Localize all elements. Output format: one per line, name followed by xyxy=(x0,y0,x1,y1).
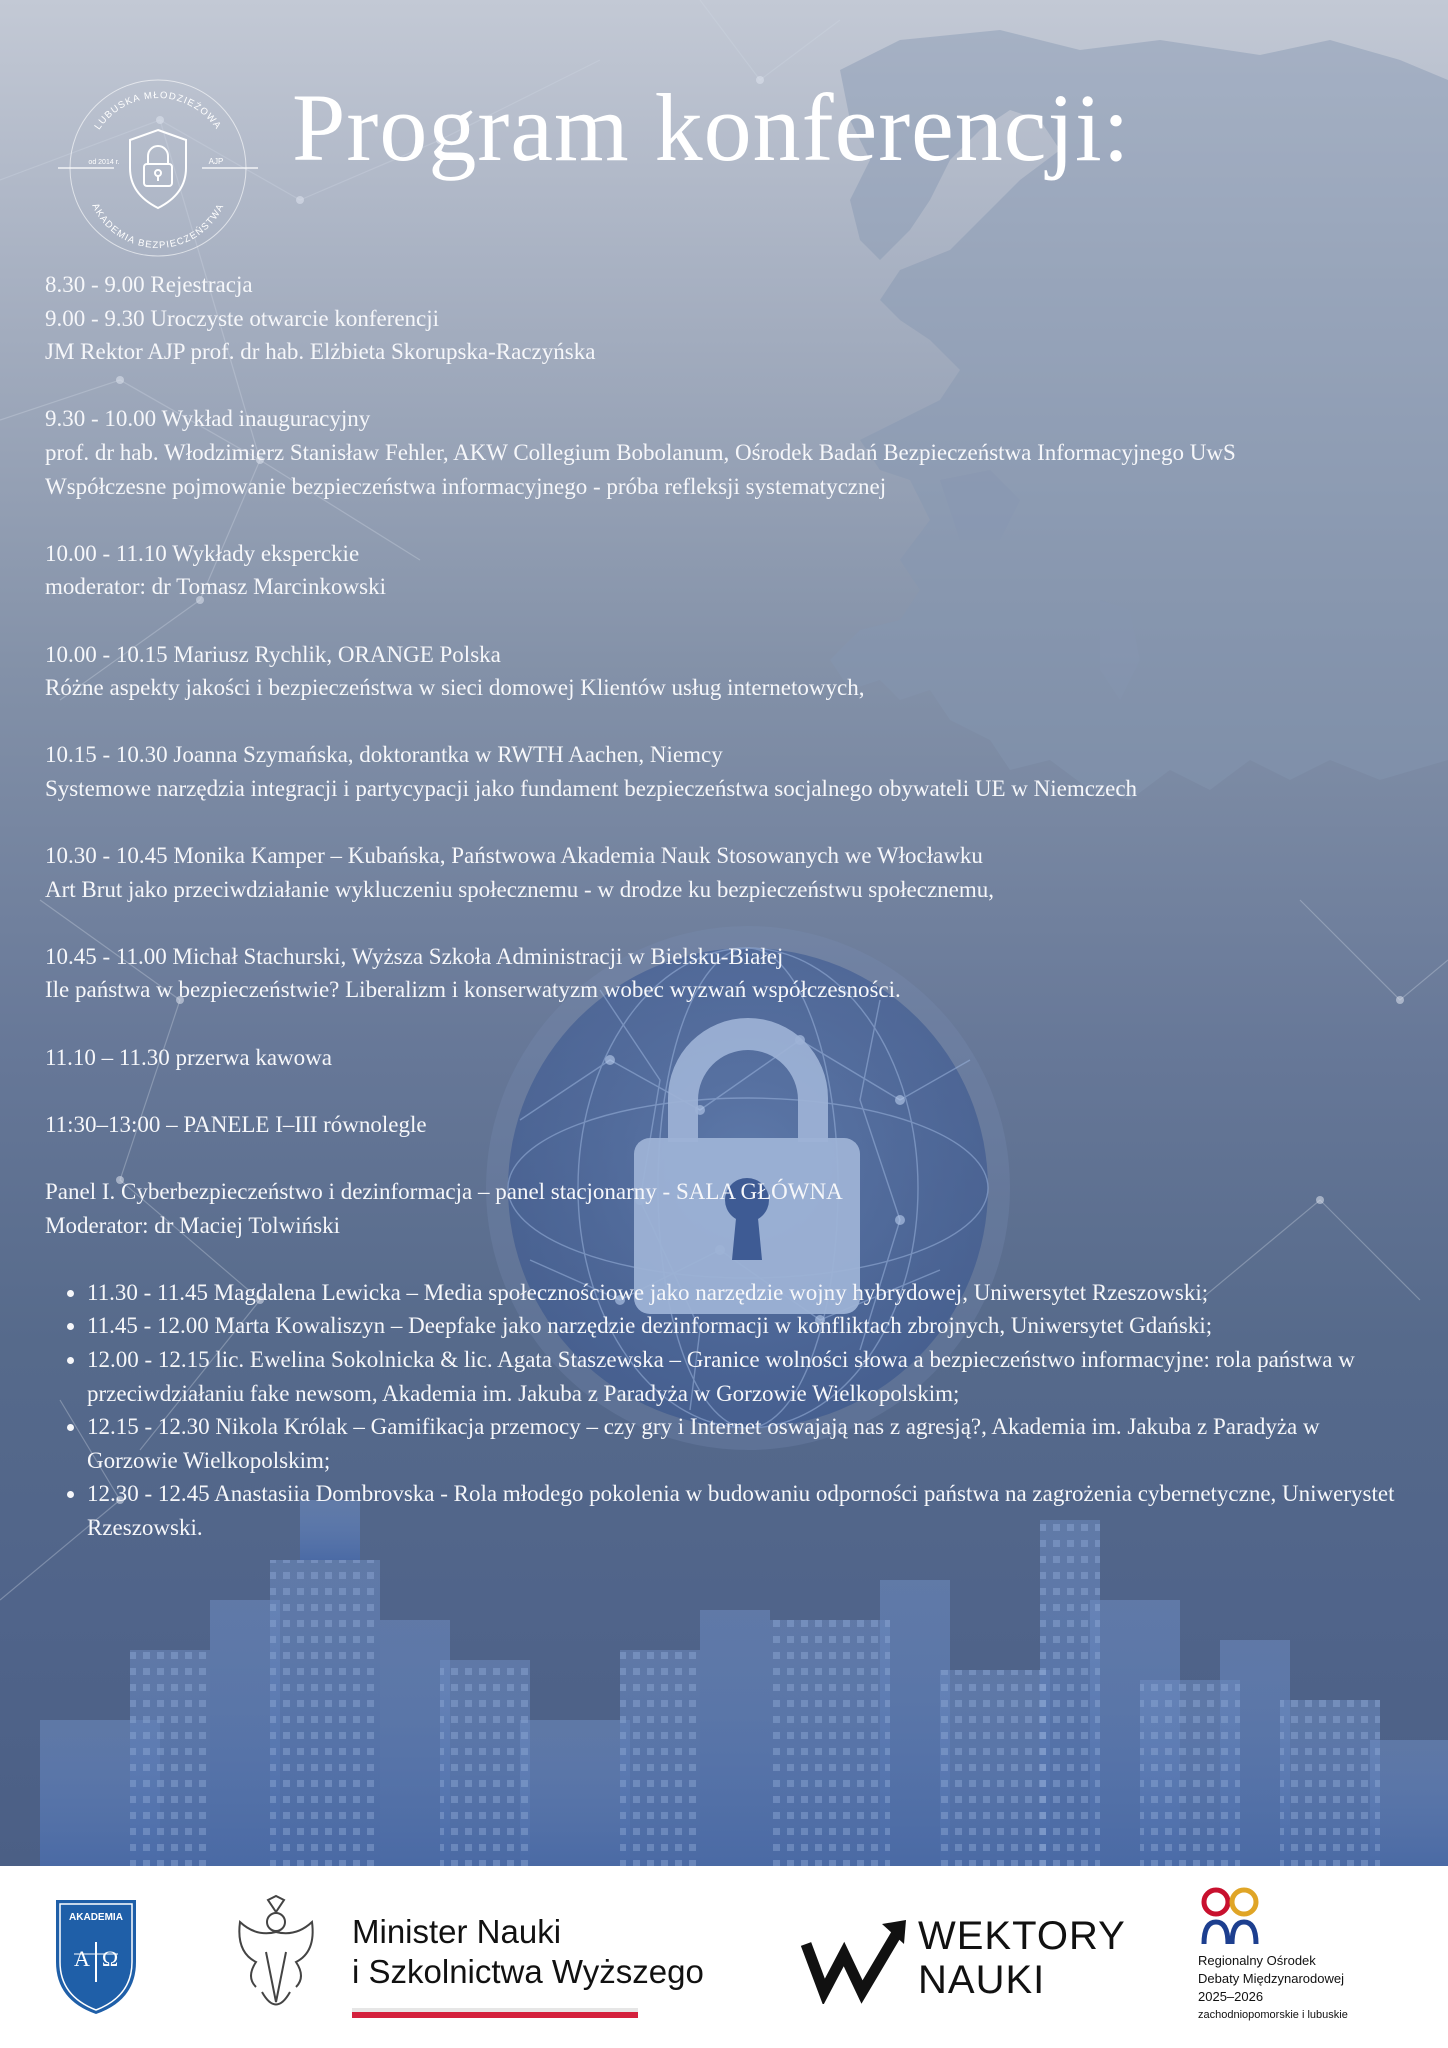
minister-nauki-logo xyxy=(226,1882,746,2032)
schedule-line: Ile państwa w bezpieczeństwie? Liberalizm i konserwatyzm wobec wyzwań współczesności. xyxy=(45,977,901,1003)
academy-seal-logo xyxy=(58,68,258,268)
panel-item: • 12.15 - 12.30 Nikola Królak – Gamifikacja przemocy – czy gry i Internet oswajają nas z agresją?, Akademia im. Jakuba z Paradyża w Gorzowie Wielkopolskim; xyxy=(87,1410,1415,1477)
city-skyline xyxy=(40,1500,1448,1866)
schedule-block xyxy=(45,638,1415,705)
schedule-line: prof. dr hab. Włodzimierz Stanisław Fehler, AKW Collegium Bobolanum, Ośrodek Badań Bezpieczeństwa Informacyjnego UwS xyxy=(45,439,1236,465)
wektory-line-1: WEKTORY xyxy=(918,1914,1126,1958)
wektory-nauki-logo xyxy=(800,1914,1126,2004)
schedule-line: 10.45 - 11.00 Michał Stachurski, Wyższa Szkoła Administracji w Bielsku-Białej xyxy=(45,943,784,969)
rodm-mark xyxy=(1194,1886,1274,1952)
footer-logos xyxy=(0,1866,1448,2048)
schedule-line: 9.30 - 10.00 Wykład inauguracyjny xyxy=(45,406,371,432)
schedule-line: moderator: dr Tomasz Marcinkowski xyxy=(45,574,386,600)
panel-item: • 11.45 - 12.00 Marta Kowaliszyn – Deepfake jako narzędzie dezinformacji w konfliktach zbrojnych, Uniwersytet Gdański; xyxy=(87,1309,1415,1343)
wektory-line-2: NAUKI xyxy=(918,1958,1046,2002)
minister-line-1: Minister Nauki xyxy=(352,1913,562,1950)
schedule-block xyxy=(45,738,1415,805)
program-text xyxy=(45,268,1415,1545)
schedule-block xyxy=(45,402,1415,503)
schedule-line: Różne aspekty jakości i bezpieczeństwa w sieci domowej Klientów usług internetowych, xyxy=(45,675,865,701)
schedule-line: 11.10 – 11.30 przerwa kawowa xyxy=(45,1044,332,1070)
svg-text:Ω: Ω xyxy=(101,1946,119,1971)
panel-presentations-list xyxy=(45,1276,1415,1545)
panel-item: • 12.30 - 12.45 Anastasiia Dombrovska - Rola młodego pokolenia w budowaniu odporności państwa na zagrożenia cybernetyczne, Uniwerystet Rzeszowski. xyxy=(87,1477,1415,1544)
page-title: Program konferencji: xyxy=(292,74,1131,181)
schedule-line: Współczesne pojmowanie bezpieczeństwa informacyjnego - próba refleksji systematycznej xyxy=(45,473,887,499)
schedule-line: 11:30–13:00 – PANELE I–III równolegle xyxy=(45,1111,427,1137)
schedule-line: Art Brut jako przeciwdziałanie wykluczeniu społecznemu - w drodze ku bezpieczeństwu społecznemu, xyxy=(45,876,995,902)
schedule-line: 9.00 - 9.30 Uroczyste otwarcie konferencji xyxy=(45,305,440,331)
svg-text:AJP: AJP xyxy=(208,157,224,166)
schedule-line: 10.00 - 10.15 Mariusz Rychlik, ORANGE Polska xyxy=(45,641,501,667)
rodm-logo xyxy=(1194,1886,1424,2036)
schedule-line: 8.30 - 9.00 Rejestracja xyxy=(45,272,253,297)
svg-text:LUBUSKA MŁODZIEŻOWA: LUBUSKA MŁODZIEŻOWA xyxy=(92,89,224,132)
shield-lock-icon xyxy=(130,130,186,208)
minister-line-2: i Szkolnictwa Wyższego xyxy=(352,1953,704,1990)
svg-text:AKADEMIA BEZPIECZEŃSTWA: AKADEMIA BEZPIECZEŃSTWA xyxy=(89,201,227,252)
rodm-line-4: zachodniopomorskie i lubuskie xyxy=(1198,2009,1348,2021)
schedule-block xyxy=(45,1175,1415,1242)
svg-text:A: A xyxy=(74,1946,90,1971)
schedule-blocks xyxy=(45,268,1415,1242)
svg-text:AKADEMIA: AKADEMIA xyxy=(69,1912,123,1923)
panel-item: • 11.30 - 11.45 Magdalena Lewicka – Media społecznościowe jako narzędzie wojny hybrydowej, Uniwersytet Rzeszowski; xyxy=(87,1276,1415,1310)
polish-eagle-icon xyxy=(226,1892,326,2022)
rodm-line-1: Regionalny Ośrodek xyxy=(1198,1953,1316,1968)
schedule-line: Systemowe narzędzia integracji i partycypacji jako fundament bezpieczeństwa socjalnego obywateli UE w Niemczech xyxy=(45,775,1138,801)
schedule-line: 10.00 - 11.10 Wykłady eksperckie xyxy=(45,540,360,566)
schedule-block xyxy=(45,1108,1415,1142)
schedule-block xyxy=(45,839,1415,906)
akademia-crest-logo xyxy=(48,1892,144,2018)
rodm-line-2: Debaty Międzynarodowej xyxy=(1198,1971,1344,1986)
schedule-block xyxy=(45,537,1415,604)
schedule-block xyxy=(45,940,1415,1007)
schedule-block xyxy=(45,268,1415,369)
wektory-arrow-icon xyxy=(800,1914,910,2004)
schedule-line: 10.15 - 10.30 Joanna Szymańska, doktorantka w RWTH Aachen, Niemcy xyxy=(45,742,723,768)
flag-bar xyxy=(352,2008,638,2018)
svg-text:od 2014 r.: od 2014 r. xyxy=(88,159,120,166)
schedule-line: Panel I. Cyberbezpieczeństwo i dezinformacja – panel stacjonarny - SALA GŁÓWNA xyxy=(45,1179,843,1205)
schedule-block xyxy=(45,1041,1415,1075)
rodm-line-3: 2025–2026 xyxy=(1198,1989,1264,2004)
schedule-line: Moderator: dr Maciej Tolwiński xyxy=(45,1212,340,1238)
schedule-line: JM Rektor AJP prof. dr hab. Elżbieta Skorupska-Raczyńska xyxy=(45,339,596,365)
panel-item: • 12.00 - 12.15 lic. Ewelina Sokolnicka & lic. Agata Staszewska – Granice wolności słowa a bezpieczeństwo informacyjne: rola państwa w przeciwdziałaniu fake newsom, Akademia im. Jakuba z Paradyża w Gorzowie Wielkopolskim; xyxy=(87,1343,1415,1410)
schedule-line: 10.30 - 10.45 Monika Kamper – Kubańska, Państwowa Akademia Nauk Stosowanych we Włocławku xyxy=(45,843,983,869)
